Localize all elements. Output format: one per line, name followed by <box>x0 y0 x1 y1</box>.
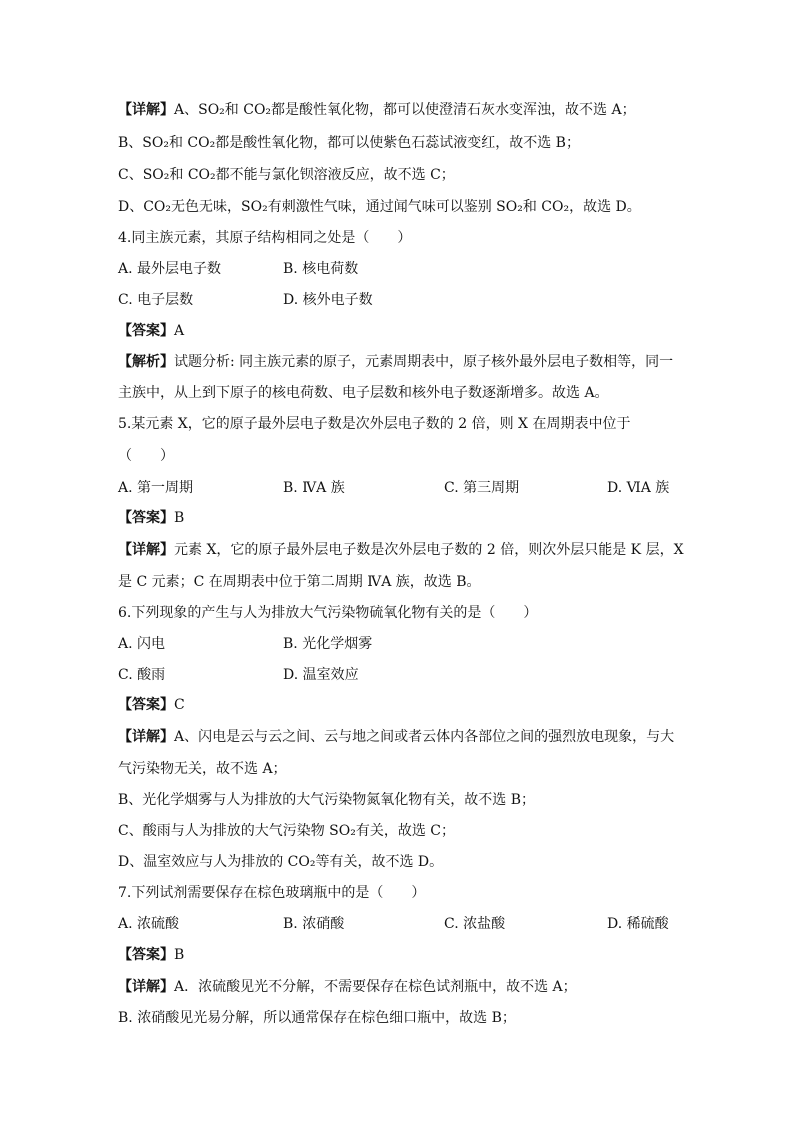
analysis-tag: 【解析】 <box>118 354 174 370</box>
q5-detail-line-2: 是 C 元素；C 在周期表中位于第二周期 ⅣA 族，故选 B。 <box>118 574 481 590</box>
q3-detail-line-1: 【详解】A、SO₂和 CO₂都是酸性氧化物，都可以使澄清石灰水变浑浊，故不选 A； <box>118 102 636 118</box>
detail-tag: 【详解】 <box>118 102 174 118</box>
q4-answer: 【答案】A <box>118 323 185 339</box>
q7-option-b: B. 浓硝酸 <box>283 916 345 932</box>
answer-tag: 【答案】 <box>118 323 174 339</box>
q6-detail-line-3: B、光化学烟雾与人为排放的大气污染物氮氧化物有关，故不选 B； <box>118 792 536 808</box>
q7-option-a: A. 浓硫酸 <box>118 916 180 932</box>
q4-option-c: C. 电子层数 <box>118 292 194 308</box>
detail-tag: 【详解】 <box>118 542 174 558</box>
q6-answer: 【答案】C <box>118 697 185 713</box>
q5-answer: 【答案】B <box>118 510 185 526</box>
q5-option-c: C. 第三周期 <box>444 480 520 496</box>
q5-detail-line-1: 【详解】元素 X，它的原子最外层电子数是次外层电子数的 2 倍，则次外层只能是 K 层，X <box>118 542 684 558</box>
q5-option-b: B. ⅣA 族 <box>283 480 345 496</box>
q4-option-b: B. 核电荷数 <box>283 261 359 277</box>
q6-detail-line-4: C、酸雨与人为排放的大气污染物 SO₂有关，故选 C； <box>118 823 456 839</box>
detail-tag: 【详解】 <box>118 729 174 745</box>
q7-answer: 【答案】B <box>118 947 185 963</box>
q4-option-d: D. 核外电子数 <box>283 292 373 308</box>
answer-tag: 【答案】 <box>118 947 174 963</box>
q7-detail-line-2: B. 浓硝酸见光易分解，所以通常保存在棕色细口瓶中，故选 B； <box>118 1010 516 1026</box>
q6-option-d: D. 温室效应 <box>283 667 359 683</box>
answer-tag: 【答案】 <box>118 510 174 526</box>
q7-stem: 7.下列试剂需要保存在棕色玻璃瓶中的是（ ） <box>118 885 426 901</box>
q5-stem-line-1: 5.某元素 X，它的原子最外层电子数是次外层电子数的 2 倍，则 X 在周期表中位于 <box>118 416 631 432</box>
q7-detail-line-1: 【详解】A．浓硫酸见光不分解，不需要保存在棕色试剂瓶中，故不选 A； <box>118 979 577 995</box>
q4-analysis-line-2: 主族中，从上到下原子的核电荷数、电子层数和核外电子数逐渐增多。故选 A。 <box>118 385 609 401</box>
q4-stem: 4.同主族元素，其原子结构相同之处是（ ） <box>118 230 412 246</box>
answer-tag: 【答案】 <box>118 697 174 713</box>
q4-analysis-line-1: 【解析】试题分析: 同主族元素的原子，元素周期表中，原子核外最外层电子数相等，同一 <box>118 354 674 370</box>
q3-detail-line-3: C、SO₂和 CO₂都不能与氯化钡溶液反应，故不选 C； <box>118 167 455 183</box>
q5-option-d: D. ⅥA 族 <box>607 480 670 496</box>
detail-tag: 【详解】 <box>118 979 174 995</box>
q7-option-c: C. 浓盐酸 <box>444 916 506 932</box>
q6-option-c: C. 酸雨 <box>118 667 166 683</box>
q7-option-d: D. 稀硫酸 <box>607 916 669 932</box>
q5-stem-line-2: （ ） <box>118 448 174 464</box>
q6-stem: 6.下列现象的产生与人为排放大气污染物硫氧化物有关的是（ ） <box>118 605 538 621</box>
q6-option-b: B. 光化学烟雾 <box>283 636 373 652</box>
q6-detail-line-2: 气污染物无关，故不选 A； <box>118 761 287 777</box>
q6-detail-line-5: D、温室效应与人为排放的 CO₂等有关，故不选 D。 <box>118 854 444 870</box>
q5-option-a: A. 第一周期 <box>118 480 194 496</box>
q6-detail-line-1: 【详解】A、闪电是云与云之间、云与地之间或者云体内各部位之间的强烈放电现象，与大 <box>118 729 675 745</box>
q3-detail-line-4: D、CO₂无色无味，SO₂有刺激性气味，通过闻气味可以鉴别 SO₂和 CO₂，故选 D。 <box>118 199 641 215</box>
q6-option-a: A. 闪电 <box>118 636 166 652</box>
q3-detail-line-2: B、SO₂和 CO₂都是酸性氧化物，都可以使紫色石蕊试液变红，故不选 B； <box>118 135 580 151</box>
q4-option-a: A. 最外层电子数 <box>118 261 222 277</box>
